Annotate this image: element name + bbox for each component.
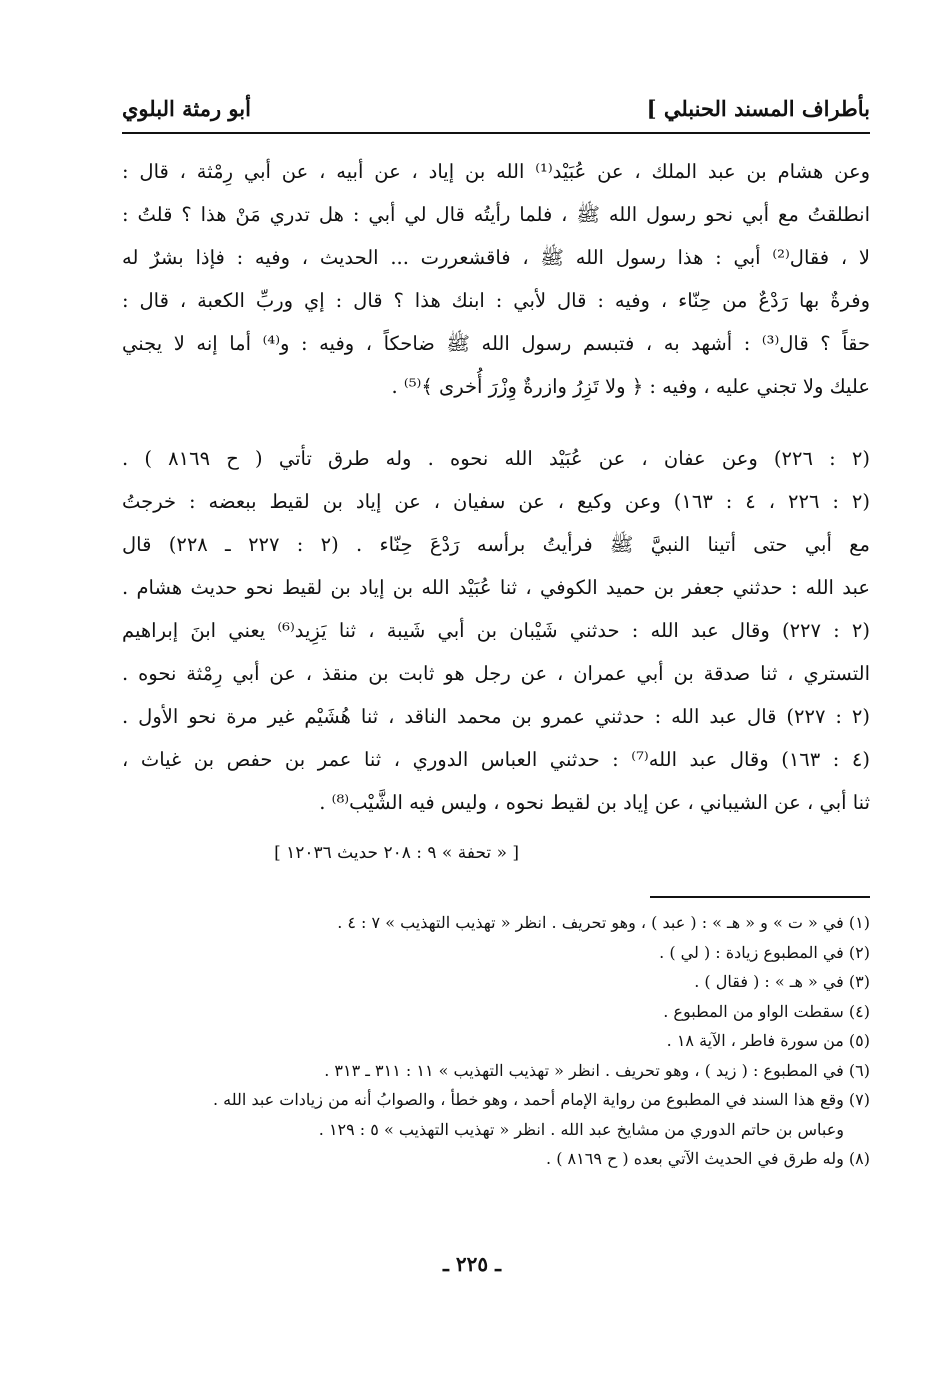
- text-line: عليك ولا تجني عليه ، وفيه : ﴿ ولا تَزِرُ وازرةٌ وِزْرَ أُخرى ﴾⁽⁵⁾ .: [391, 375, 870, 398]
- footnote-2: (٢) في المطبوع زيادة : ( لي ) .: [659, 942, 870, 962]
- text-line: (٢ : ٢٢٧) وقال عبد الله : حدثني شَيْبان بن أبي شَيبة ، ثنا يَزِيد⁽⁶⁾ يعني ابنَ إبراهيم: [122, 619, 870, 642]
- book-title: بأطراف المسند الحنبلي ]: [646, 96, 870, 121]
- page-number: ـ ٢٢٥ ـ: [443, 1252, 501, 1276]
- text-line: وفرةٌ بها رَدْعٌ من حِنّاء ، وفيه : قال لأبي : ابنك هذا ؟ قال : إي وربِّ الكعبة ، قال :: [122, 289, 870, 312]
- text-line: عبد الله : حدثني جعفر بن حميد الكوفي ، ثنا عُبَيْد الله بن إياد بن لقيط نحو حديث هشام .: [122, 576, 870, 599]
- running-header: [122, 92, 870, 134]
- footnotes: [122, 908, 870, 1174]
- text-line: مع أبي حتى أتينا النبيَّ ﷺ فرأيتُ برأسه رَدْعَ حِنّاء . (٢ : ٢٢٧ ـ ٢٢٨) قال: [122, 533, 870, 556]
- text-line: (٢ : ٢٢٦ ، ٤ : ١٦٣) وعن وكيع ، عن سفيان ، عن إياد بن لقيط ببعضه : خرجتُ: [122, 490, 870, 513]
- text-line: (٤ : ١٦٣) وقال عبد الله⁽⁷⁾ : حدثني العباس الدوري ، ثنا عمر بن حفص بن غياث ،: [122, 748, 870, 771]
- footnote-7-continued: وعباس بن حاتم الدوري من مشايخ عبد الله . انظر « تهذيب التهذيب » ٥ : ١٢٩ .: [318, 1119, 844, 1139]
- footnote-1: (١) في « ت » و « هـ » : ( عبد ) ، وهو تحريف . انظر « تهذيب التهذيب » ٧ : ٤ .: [337, 913, 870, 932]
- section-title: أبو رمثة البلوي: [122, 96, 251, 121]
- text-line: لا ، فقال⁽²⁾ أبي : هذا رسول الله ﷺ ، فاقشعررت ... الحديث ، وفيه : فإذا بشرٌ له: [122, 246, 870, 269]
- text-line: (٢ : ٢٢٧) قال عبد الله : حدثني عمرو بن محمد الناقد ، ثنا هُشَيْم غير مرة نحو الأول .: [122, 705, 870, 728]
- tuhfa-reference: [ « تحفة » ٩ : ٢٠٨ حديث ١٢٠٣٦ ]: [274, 843, 519, 863]
- footnote-8: (٨) وله طرق في الحديث الآتي بعده ( ح ٨١٦٩ ) .: [546, 1149, 870, 1168]
- footnote-4: (٤) سقطت الواو من المطبوع .: [663, 1001, 870, 1021]
- footnote-divider: [650, 896, 870, 898]
- text-line: التستري ، ثنا صدقة بن أبي عمران ، عن رجل هو ثابت بن منقذ ، عن أبي رِمْثة نحوه .: [122, 662, 870, 685]
- footnote-3: (٣) في « هـ » : ( فقال ) .: [694, 972, 870, 991]
- footnote-7: (٧) وقع هذا السند في المطبوع من رواية الإمام أحمد ، وهو خطأ ، والصوابُ أنه من زيادات عبد الله .: [212, 1090, 870, 1109]
- hadith-paragraph-chains: [122, 437, 870, 824]
- footnote-6: (٦) في المطبوع : ( زيد ) ، وهو تحريف . انظر « تهذيب التهذيب » ١١ : ٣١١ ـ ٣١٣ .: [324, 1060, 870, 1080]
- text-line: (٢ : ٢٢٦) وعن عفان ، عن عُبَيْد الله نحوه . وله طرق تأتي ( ح ٨١٦٩ ) .: [122, 447, 870, 470]
- text-line: وعن هشام بن عبد الملك ، عن عُبَيْد⁽¹⁾ الله بن إياد ، عن أبيه ، عن أبي رِمْثة ، قال :: [122, 160, 870, 183]
- text-line: ثنا أبي ، عن الشيباني ، عن إياد بن لقيط نحوه ، وليس فيه الشَّيْب⁽⁸⁾ .: [319, 791, 870, 814]
- hadith-paragraph-main: [122, 150, 870, 408]
- text-line: انطلقتُ مع أبي نحو رسول الله ﷺ ، فلما رأيتُه قال لي أبي : هل تدري مَنْ هذا ؟ قلتُ :: [122, 203, 870, 226]
- footnote-5: (٥) من سورة فاطر ، الآية ١٨ .: [666, 1031, 870, 1050]
- text-line: حقاً ؟ قال⁽³⁾ : أشهد به ، فتبسم رسول الله ﷺ ضاحكاً ، وفيه : و⁽⁴⁾ أما إنه لا يجني: [122, 332, 870, 355]
